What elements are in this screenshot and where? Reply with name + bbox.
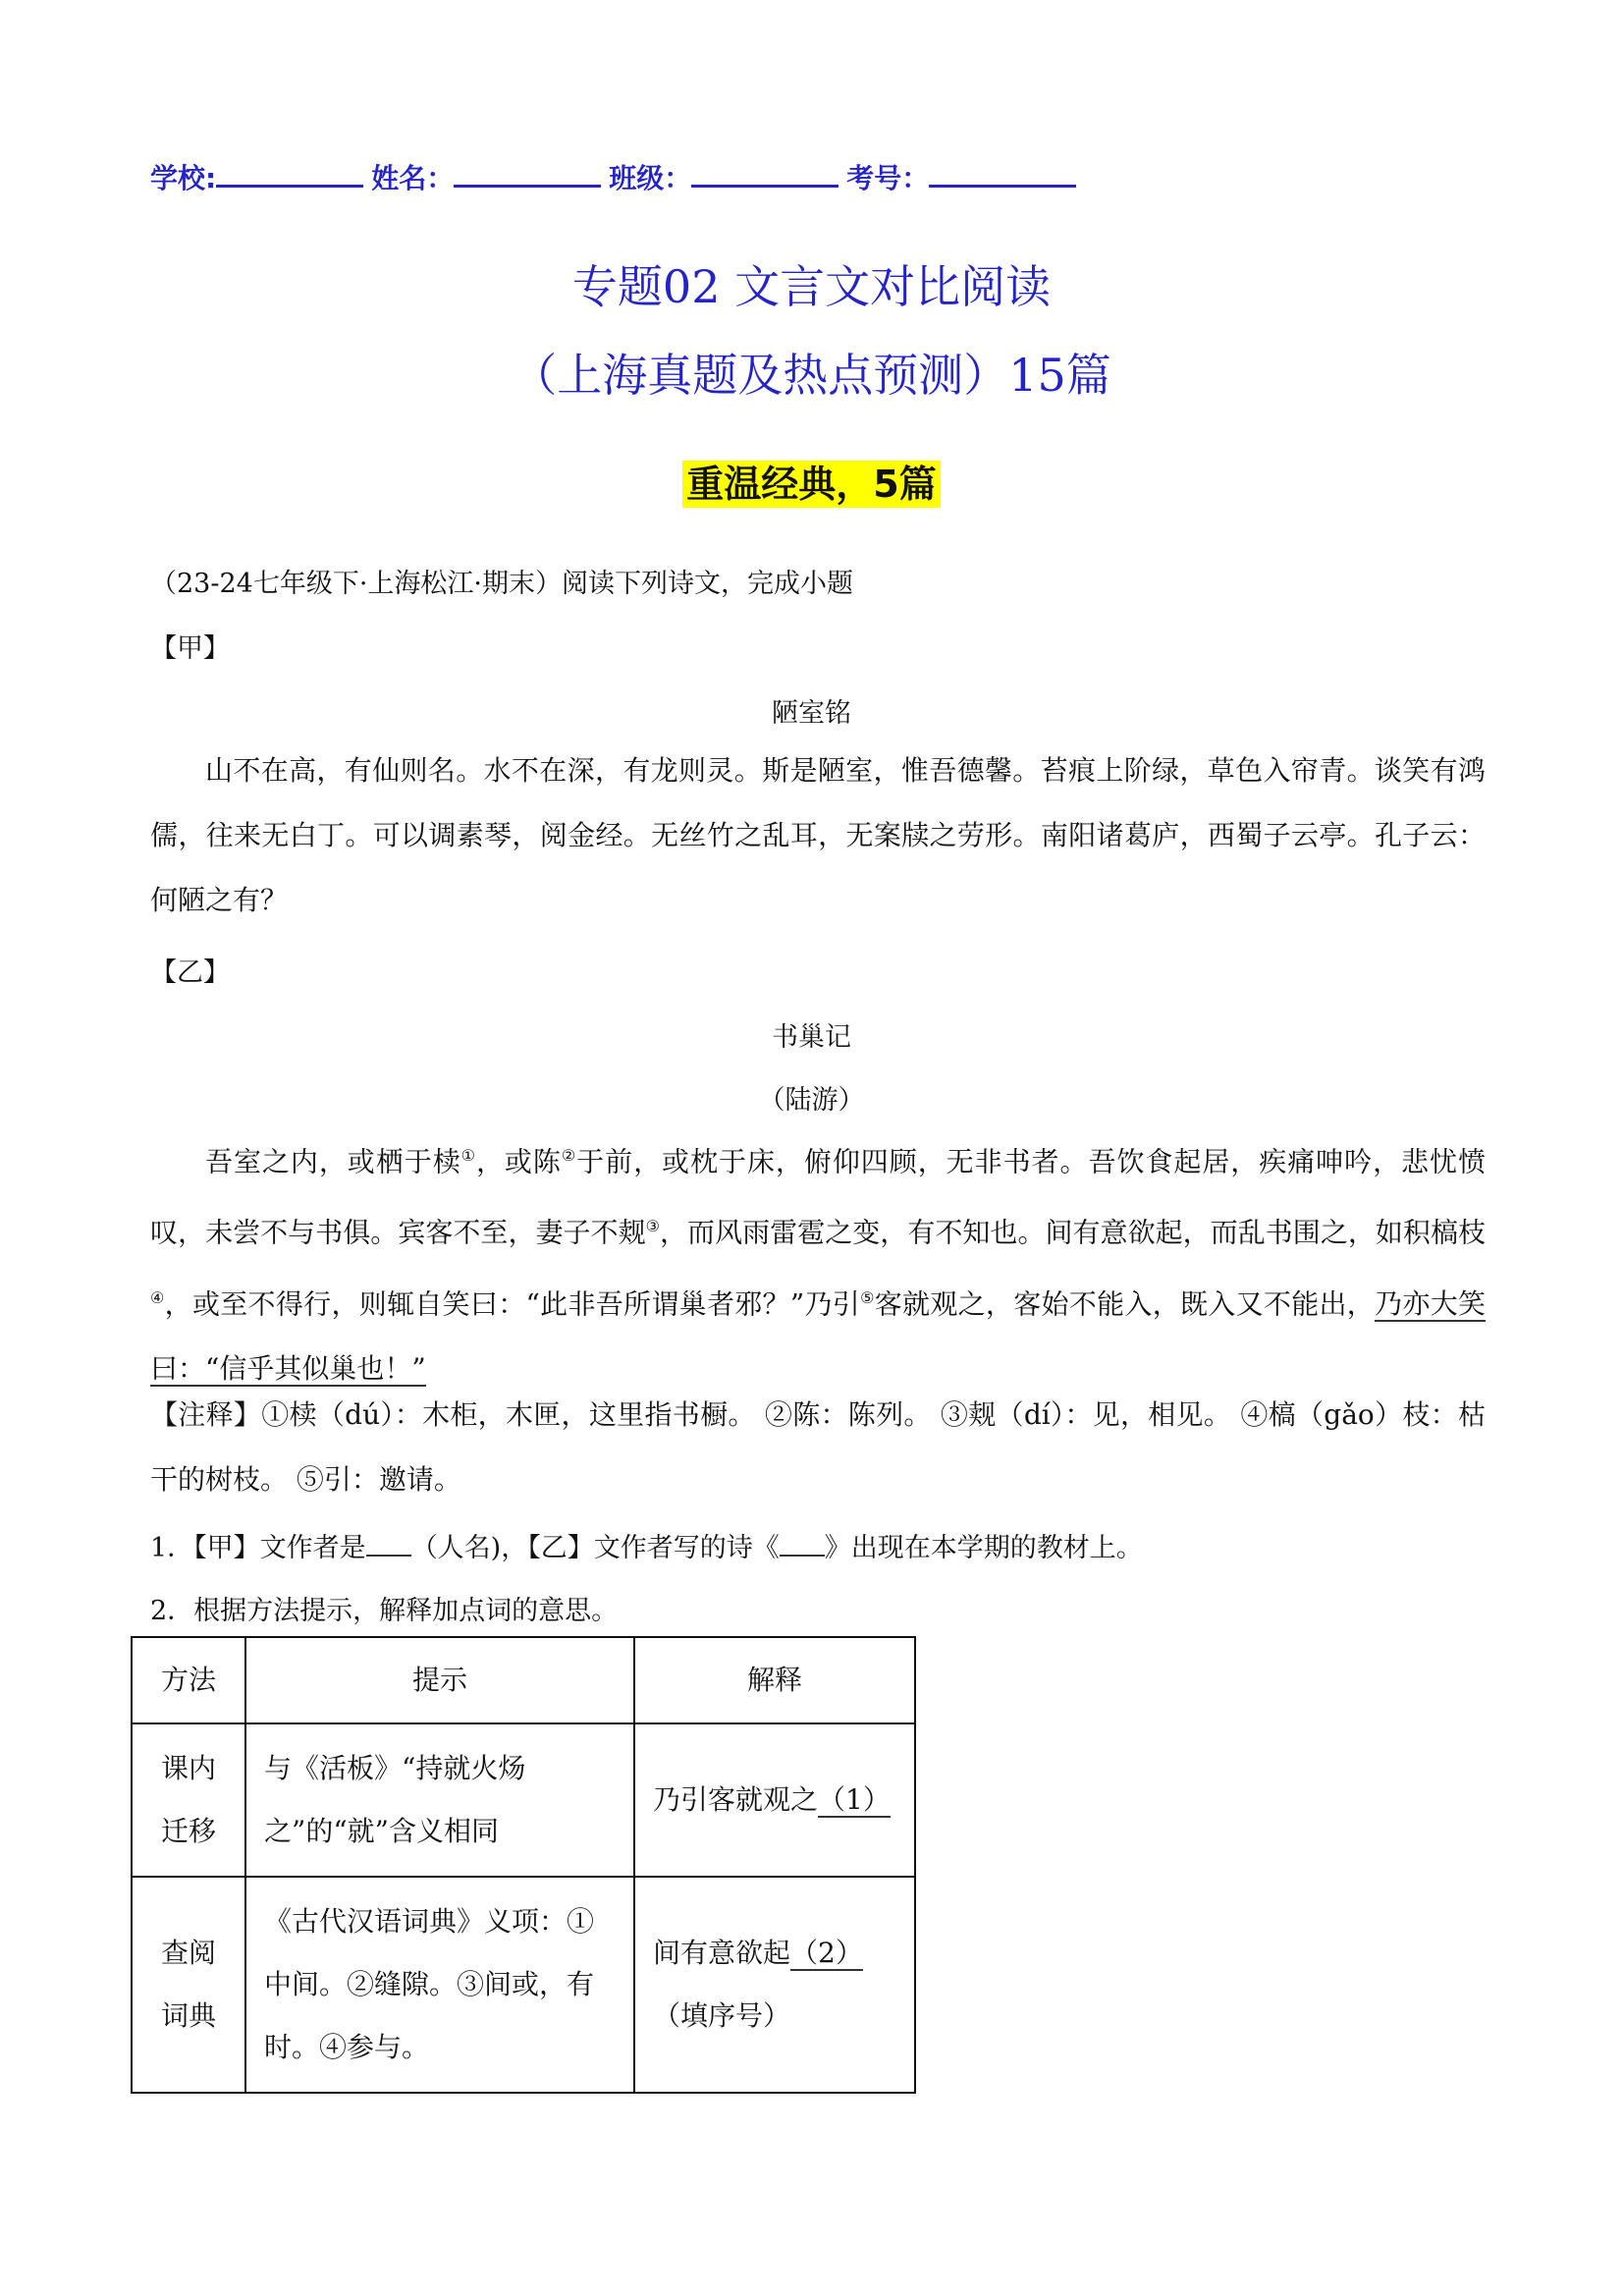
- section-b-title: 书巢记: [772, 1022, 851, 1053]
- footnote-ref: ①: [460, 1146, 476, 1165]
- source-line: （23-24七年级下·上海松江·期末）阅读下列诗文，完成小题: [150, 569, 853, 599]
- class-blank[interactable]: [691, 159, 839, 188]
- student-info-header: [150, 157, 1084, 196]
- section-b-author: （陆游）: [758, 1085, 865, 1116]
- text-segment: ，而风雨雷雹之变，有不知也。间有意欲起，而乱书围之，如积槁枝: [660, 1216, 1487, 1249]
- footnote-ref: ④: [150, 1287, 165, 1307]
- section-b-marker: 【乙】: [150, 957, 230, 988]
- section-banner-text: 重温经典，5篇: [682, 461, 940, 508]
- answer-blank[interactable]: （1）: [818, 1783, 891, 1816]
- table-row: [132, 1723, 915, 1877]
- section-a-text: 山不在高，有仙则名。水不在深，有龙则灵。斯是陋室，惟吾德馨。苔痕上阶绿，草色入帘青。谈笑有鸿儒，往来无白丁。可以调素琴，阅金经。无丝竹之乱耳，无案牍之劳形。南阳诸葛庐，西蜀子云亭。孔子云：何陋之有？: [150, 754, 1486, 916]
- question-1-part-a: 1．【甲】文作者是: [150, 1533, 366, 1563]
- footnote-ref: ⑤: [860, 1287, 875, 1307]
- section-a-title: 陋室铭: [772, 698, 851, 729]
- table-header-cell: 提示: [245, 1637, 634, 1723]
- text-segment: ，或陈: [475, 1145, 562, 1178]
- page-title-line1: 专题02 文言文对比阅读: [571, 260, 1052, 313]
- method-table: [131, 1636, 916, 2094]
- answer-text: 间有意欲起: [653, 1937, 791, 1969]
- method-cell: 查阅词典: [132, 1877, 245, 2093]
- name-label: 姓名：: [371, 162, 455, 194]
- question-1-part-b: （人名)，【乙】文作者写的诗《: [410, 1533, 780, 1563]
- text-segment: 客就观之，客始不能入，既入又不能出，: [874, 1286, 1376, 1320]
- text-segment: 吾室之内，或栖于椟: [205, 1145, 461, 1178]
- school-blank[interactable]: [216, 159, 363, 188]
- table-header-cell: 解释: [634, 1637, 915, 1723]
- section-a-marker: 【甲】: [150, 633, 230, 664]
- table-header-cell: 方法: [132, 1637, 245, 1723]
- question-1-part-c: 》出现在本学期的教材上。: [824, 1533, 1143, 1563]
- footnote-ref: ②: [561, 1146, 577, 1165]
- answer-blank[interactable]: （2）: [790, 1937, 863, 1969]
- question-1: [150, 1526, 1143, 1564]
- text-segment: ，或至不得行，则辄自笑曰：“此非吾所谓巢者邪？”乃引: [164, 1286, 861, 1320]
- page-title-line2: （上海真题及热点预测）15篇: [512, 349, 1111, 402]
- section-banner: [0, 454, 1623, 508]
- number-label: 考号：: [846, 162, 930, 194]
- footnote-ref: ③: [645, 1217, 661, 1236]
- number-blank[interactable]: [929, 159, 1076, 188]
- section-b-text: [150, 1123, 1486, 1401]
- hint-cell: 《古代汉语词典》义项：①中间。②缝隙。③间或，有时。④参与。: [245, 1877, 634, 2093]
- class-label: 班级：: [609, 162, 692, 194]
- answer-cell: [634, 1723, 915, 1877]
- answer-extra: （填序号）: [653, 1999, 791, 2032]
- question-1-blank-author[interactable]: [366, 1531, 411, 1557]
- underlined-sentence: 乃亦大笑曰：“信乎其似巢也！”: [150, 1286, 1487, 1385]
- question-1-blank-poem[interactable]: [780, 1531, 825, 1557]
- answer-cell: [634, 1877, 915, 2093]
- table-row: [132, 1877, 915, 2093]
- method-cell: 课内迁移: [132, 1723, 245, 1877]
- name-blank[interactable]: [454, 159, 601, 188]
- answer-text: 乃引客就观之: [653, 1783, 819, 1816]
- text-segment: 于前，或枕于床，俯仰四顾，无非书者。吾饮食起居，疾痛呻吟，悲忧愤叹，未尝不与书俱。宾客不至，妻子不觌: [150, 1145, 1486, 1249]
- hint-cell: 与《活板》“持就火炀之”的“就”含义相同: [245, 1723, 634, 1877]
- school-label: 学校:: [150, 162, 217, 194]
- annotation-notes: 【注释】①椟（dú）：木柜，木匣，这里指书橱。 ②陈：陈列。 ③觌（dí）：见，相见。 ④槁（gǎo）枝：枯干的树枝。 ⑤引：邀请。: [150, 1398, 1486, 1496]
- question-2: 2．根据方法提示，解释加点词的意思。: [150, 1596, 619, 1626]
- table-header-row: [132, 1637, 915, 1723]
